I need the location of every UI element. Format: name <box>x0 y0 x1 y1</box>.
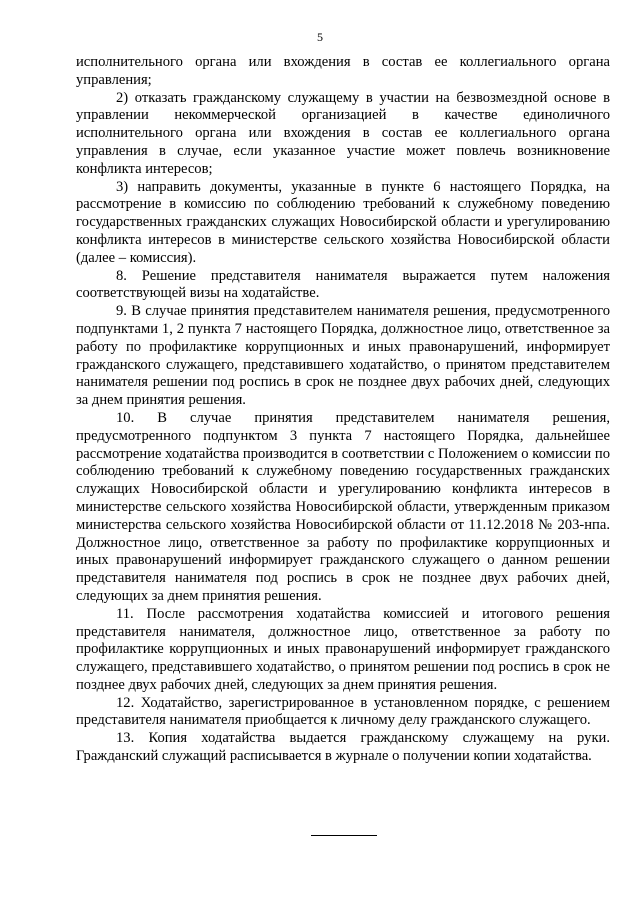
end-of-document-rule <box>311 835 377 836</box>
paragraph-item-3: 3) направить документы, указанные в пункте 6 настоящего Порядка, на рассмотрение в комиссию по соблюдению требований к служебному поведению государственных гражданских служащих Новосибирской области и урегулированию конфликта интересов в министерстве сельского хозяйства Новосибирской области (далее – комиссия). <box>76 178 610 266</box>
paragraph-clause-9: 9. В случае принятия представителем нанимателя решения, предусмотренного подпунктами 1, 2 пункта 7 настоящего Порядка, должностное лицо, ответственное за работу по профилактике коррупционных и иных правонарушений, информирует гражданского служащего, представившего ходатайство, о принятом представителем нанимателя решении под роспись в срок не позднее двух рабочих дней, следующих за днем принятия решения. <box>76 303 610 409</box>
paragraph-clause-13: 13. Копия ходатайства выдается гражданскому служащему на руки. Гражданский служащий расписывается в журнале о получении копии ходатайства. <box>76 730 610 765</box>
paragraph-clause-12: 12. Ходатайство, зарегистрированное в установленном порядке, с решением представителя нанимателя приобщается к личному делу гражданского служащего. <box>76 694 610 729</box>
page-number: 5 <box>317 30 323 44</box>
paragraph-clause-8: 8. Решение представителя нанимателя выражается путем наложения соответствующей визы на ходатайстве. <box>76 267 610 302</box>
paragraph-item-2: 2) отказать гражданскому служащему в участии на безвозмездной основе в управлении некоммерческой организацией в качестве единоличного исполнительного органа или вхождения в состав ее коллегиального органа управления в случае, если указанное участие может повлечь возникновение конфликта интересов; <box>76 89 610 177</box>
document-body <box>76 54 610 766</box>
paragraph-clause-11: 11. После рассмотрения ходатайства комиссией и итогового решения представителя нанимателя, должностное лицо, ответственное за работу по профилактике коррупционных и иных правонарушений информирует гражданского служащего, представившего ходатайство, о принятом решении под роспись в срок не позднее двух рабочих дней, следующих за днем принятия решения. <box>76 605 610 693</box>
paragraph-continuation: исполнительного органа или вхождения в состав ее коллегиального органа управления; <box>76 54 610 88</box>
paragraph-clause-10: 10. В случае принятия представителем нанимателя решения, предусмотренного подпунктом 3 пункта 7 настоящего Порядка, дальнейшее рассмотрение ходатайства производится в соответствии с Положением о комиссии по соблюдению требований к служебному поведению государственных гражданских служащих Новосибирской области и урегулированию конфликта интересов в министерстве сельского хозяйства Новосибирской области, утвержденным приказом министерства сельского хозяйства Новосибирской области от 11.12.2018 № 203-нпа. Должностное лицо, ответственное за работу по профилактике коррупционных и иных правонарушений информирует гражданского служащего о данном решении представителя нанимателя под роспись в срок не позднее двух рабочих дней, следующих за днем принятия решения. <box>76 409 610 604</box>
